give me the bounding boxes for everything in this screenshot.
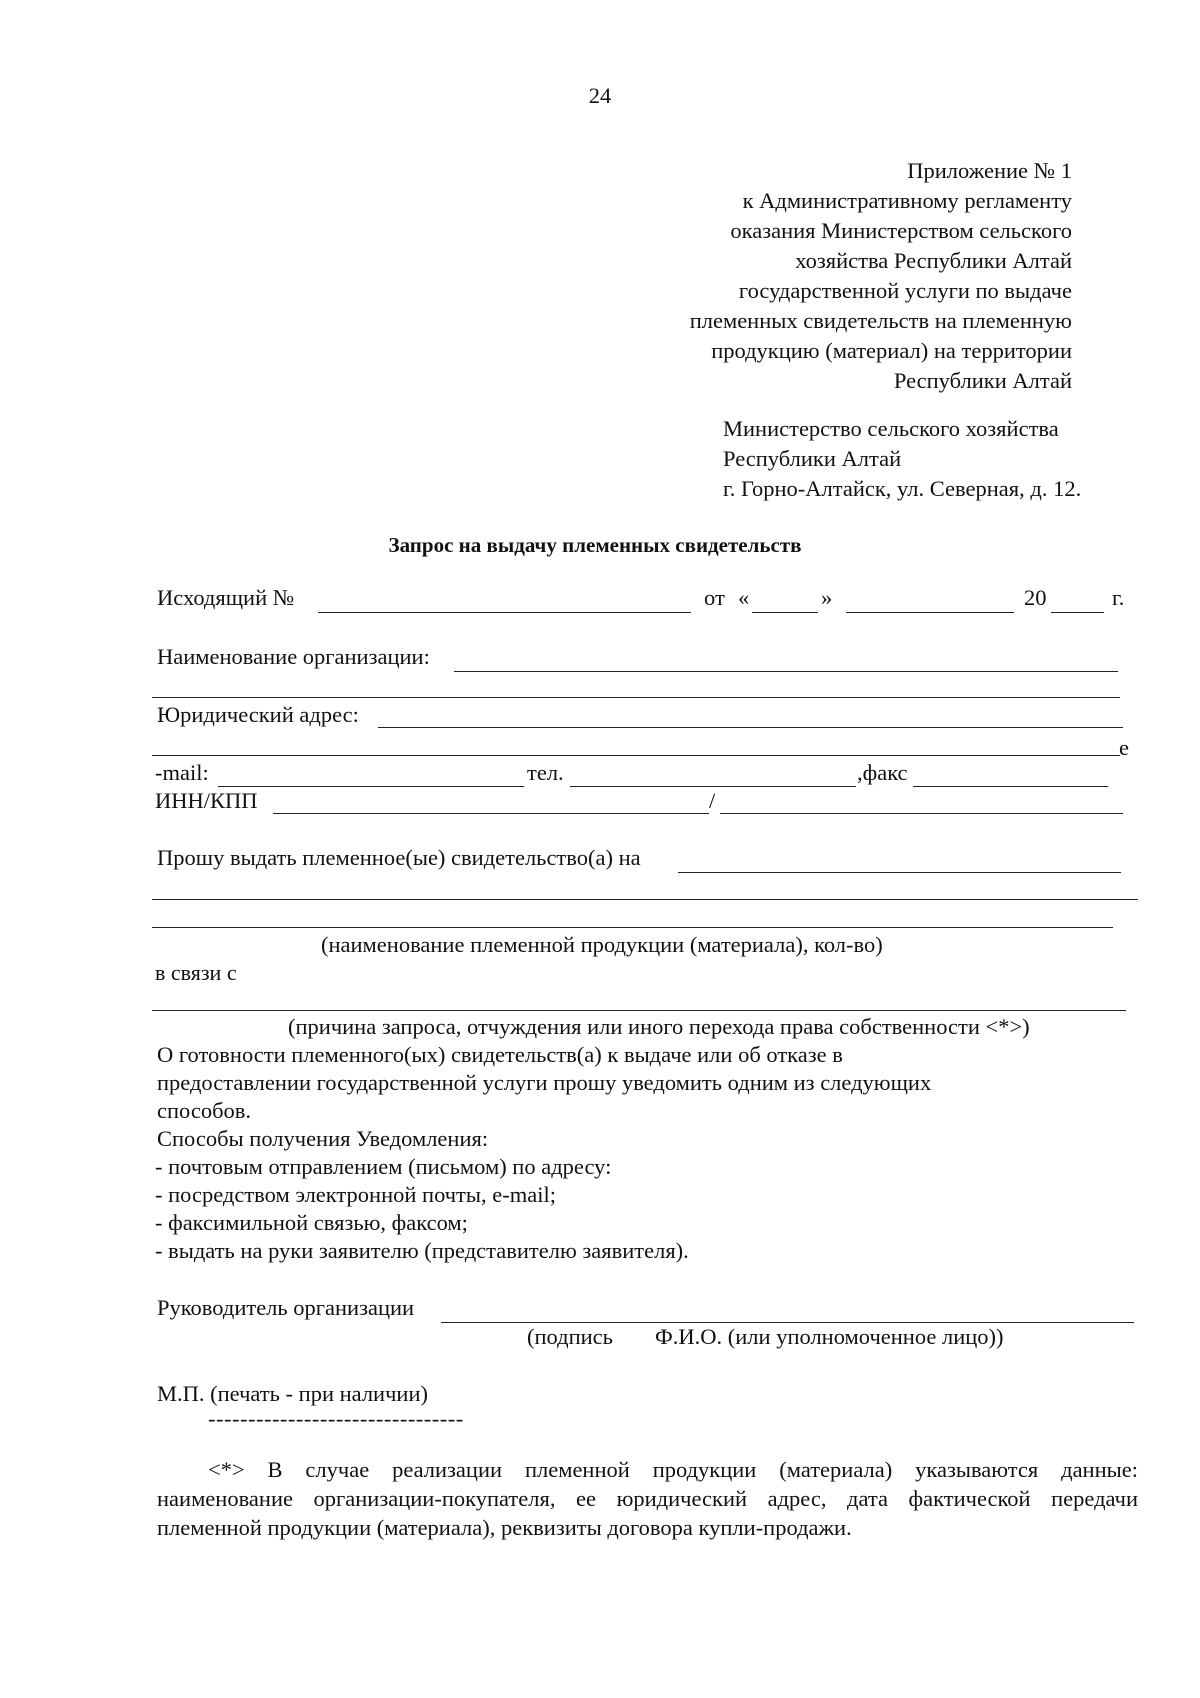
notification-intro-line: предоставлении государственной услуги прошу уведомить одним из следующих — [157, 1070, 932, 1095]
addressee-line: г. Горно-Алтайск, ул. Северная, д. 12. — [723, 476, 1082, 501]
legal-address-label: Юридический адрес: — [157, 702, 359, 727]
method-item: - выдать на руки заявителю (представителю заявителя). — [155, 1238, 689, 1263]
month-field[interactable] — [846, 612, 1014, 613]
separator: -------------------------------- — [208, 1406, 464, 1431]
request-field-cont2[interactable] — [152, 927, 1113, 928]
kpp-field[interactable] — [720, 813, 1123, 814]
sign-caption: (подпись — [527, 1324, 613, 1349]
notification-intro-line: способов. — [157, 1098, 252, 1123]
appendix-line: продукцию (материал) на территории — [711, 338, 1072, 363]
page-number: 24 — [588, 83, 612, 108]
quote-open: « — [738, 585, 750, 610]
footnote-line: наименование организации-покупателя, ее юридический адрес, дата фактической передачи — [157, 1486, 1138, 1511]
fax-label: ,факс — [857, 760, 908, 785]
request-label: Прошу выдать племенное(ые) свидетельство(а) на — [157, 845, 641, 870]
org-name-field-cont[interactable] — [152, 697, 1120, 698]
methods-title: Способы получения Уведомления: — [157, 1126, 489, 1151]
addressee-line: Министерство сельского хозяйства — [723, 416, 1059, 441]
quote-close: » — [821, 585, 833, 610]
email-e: е — [1119, 735, 1129, 760]
stamp-label: М.П. (печать - при наличии) — [157, 1381, 428, 1406]
reason-caption: (причина запроса, отчуждения или иного перехода права собственности <*>) — [288, 1014, 1030, 1039]
form-title: Запрос на выдачу племенных свидетельств — [388, 533, 802, 557]
reason-label: в связи с — [155, 960, 237, 985]
footnote-line: племенной продукции (материала), реквизиты договора купли-продажи. — [157, 1515, 852, 1540]
method-item: - почтовым отправлением (письмом) по адресу: — [155, 1154, 612, 1179]
outgoing-label: Исходящий № — [157, 585, 295, 610]
notification-intro-line: О готовности племенного(ых) свидетельств(а) к выдаче или об отказе в — [157, 1042, 843, 1067]
day-field[interactable] — [752, 612, 818, 613]
inn-label: ИНН/КПП — [155, 788, 258, 813]
year-prefix: 20 — [1024, 585, 1047, 610]
reason-field[interactable] — [152, 1010, 1126, 1011]
request-field[interactable] — [678, 872, 1121, 873]
inn-field[interactable] — [273, 813, 709, 814]
method-item: - факсимильной связью, факсом; — [155, 1210, 468, 1235]
addressee-block — [723, 414, 1081, 504]
appendix-line: Республики Алтай — [893, 368, 1072, 393]
email-field[interactable] — [218, 786, 524, 787]
request-field-cont[interactable] — [152, 899, 1138, 900]
appendix-block — [690, 156, 1072, 396]
product-caption: (наименование племенной продукции (материала), кол-во) — [321, 932, 883, 957]
inn-slash: / — [709, 788, 716, 813]
appendix-line: племенных свидетельств на племенную — [689, 308, 1072, 333]
method-item: - посредством электронной почты, e-mail; — [155, 1182, 556, 1207]
addressee-line: Республики Алтай — [723, 446, 902, 471]
legal-address-field[interactable] — [378, 727, 1123, 728]
email-label: -mail: — [155, 760, 209, 785]
head-label: Руководитель организации — [157, 1295, 415, 1320]
fax-field[interactable] — [913, 786, 1108, 787]
appendix-line: хозяйства Республики Алтай — [795, 248, 1072, 273]
appendix-line: к Административному регламенту — [742, 188, 1072, 213]
appendix-line: государственной услуги по выдаче — [738, 278, 1072, 303]
name-caption: Ф.И.О. (или уполномоченное лицо)) — [655, 1324, 1004, 1349]
outgoing-number-field[interactable] — [318, 612, 691, 613]
year-field[interactable] — [1051, 612, 1104, 613]
legal-address-field-cont[interactable] — [152, 755, 1120, 756]
appendix-line: оказания Министерством сельского — [730, 218, 1072, 243]
year-suffix: г. — [1112, 585, 1125, 610]
org-name-label: Наименование организации: — [157, 644, 430, 669]
phone-label: тел. — [527, 760, 564, 785]
footnote-line: <*> В случае реализации племенной продукции (материала) указываются данные: — [208, 1457, 1138, 1482]
appendix-line: Приложение № 1 — [907, 158, 1072, 183]
from-label: от — [704, 585, 725, 610]
org-name-field[interactable] — [454, 671, 1118, 672]
